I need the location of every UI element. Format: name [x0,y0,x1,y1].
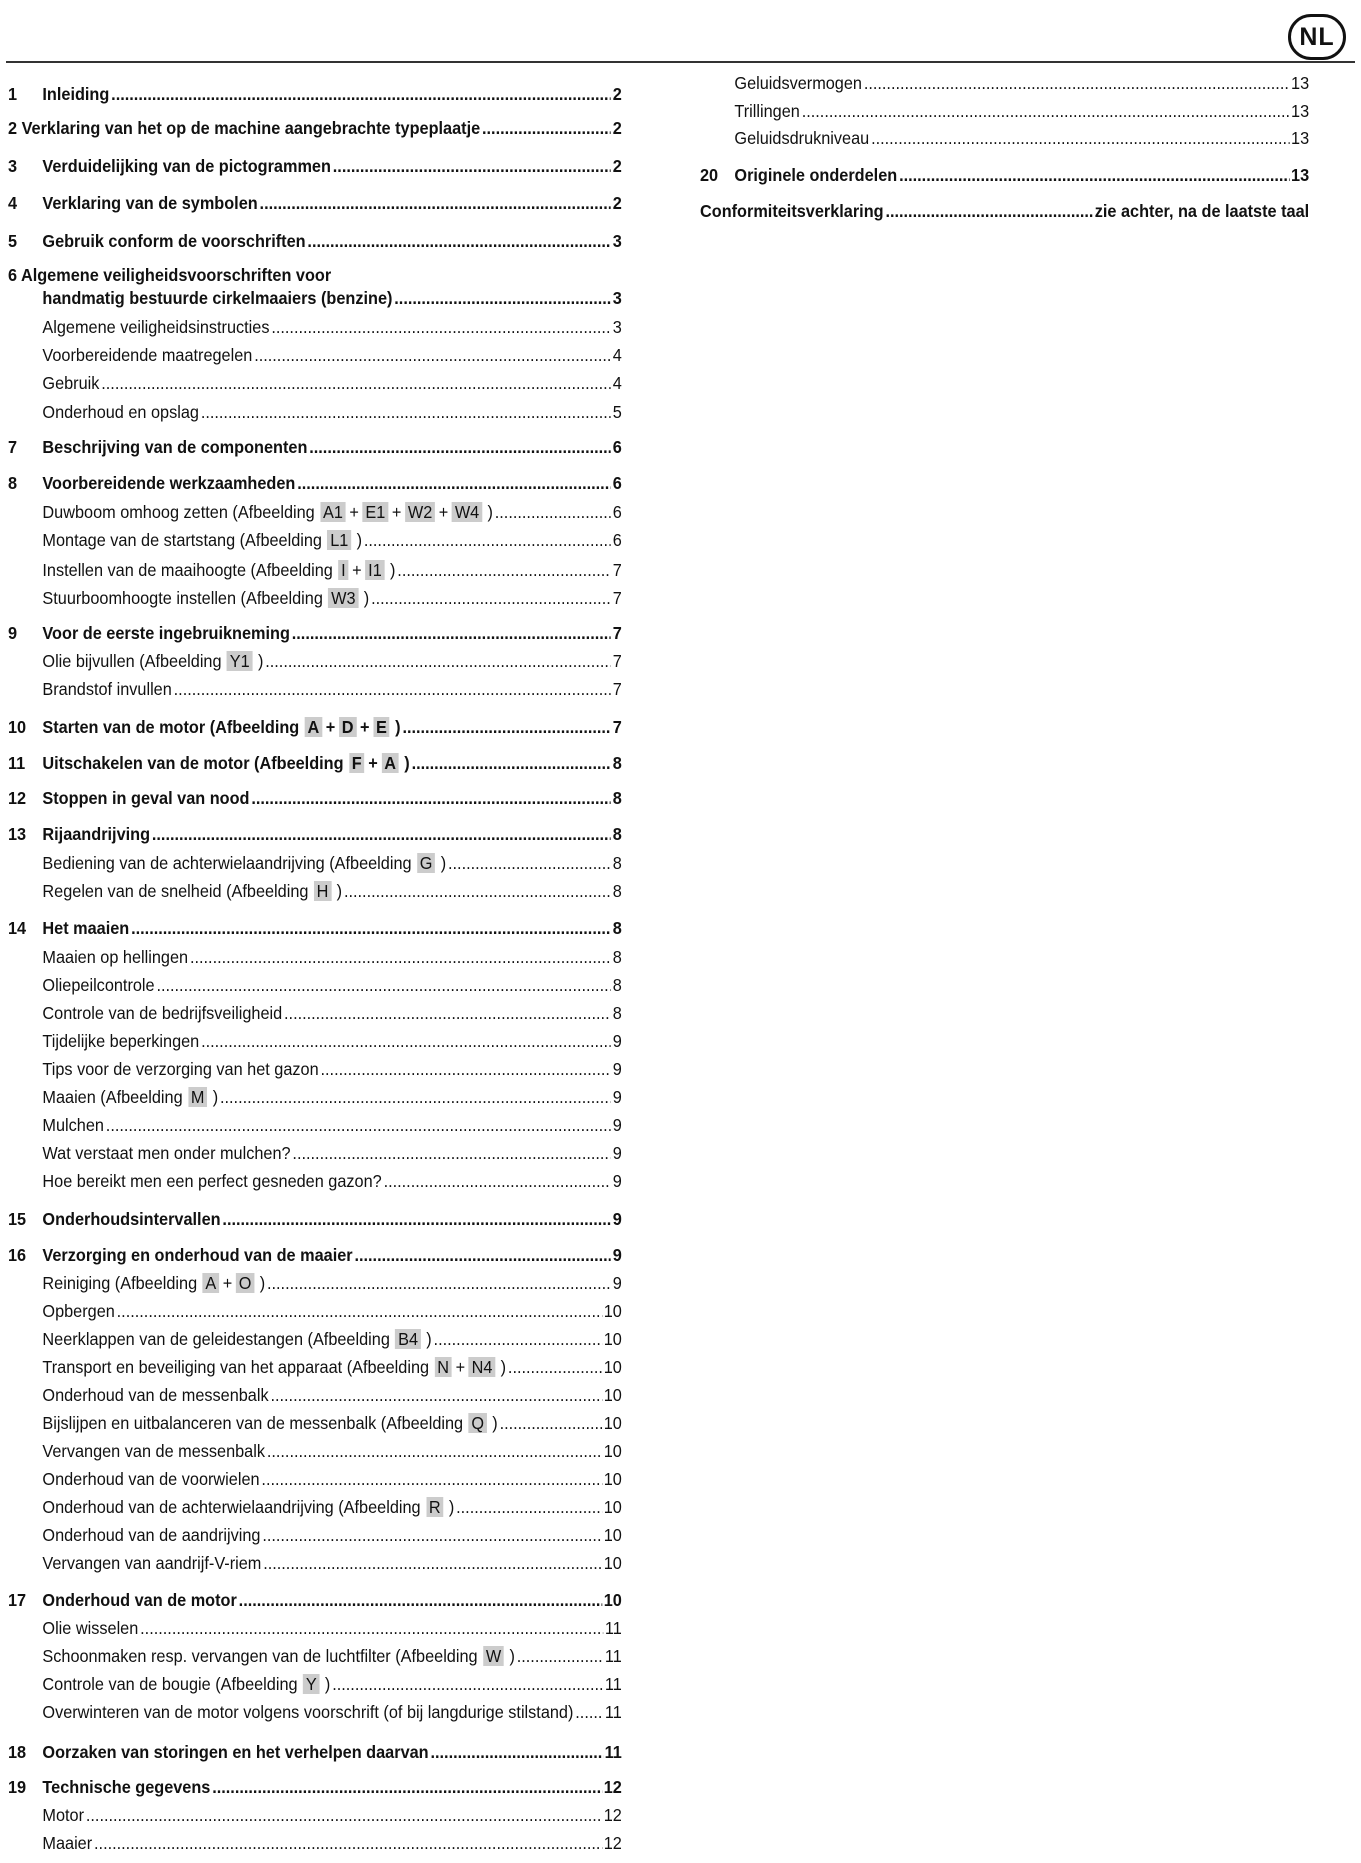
toc-entry-title: Trillingen [734,101,800,121]
toc-page-number: 9 [612,1059,622,1079]
toc-entry-title: Transport en beveiliging van het apparaat (Afbeelding N + N4 ) [42,1357,507,1377]
dot-leader [152,824,611,845]
toc-page-number: 11 [604,1674,622,1694]
toc-page-number: 13 [1291,128,1310,148]
figure-reference: Y1 [227,651,252,671]
dot-leader [261,1469,601,1490]
dot-leader [267,1441,602,1462]
toc-page-number: 6 [612,437,622,457]
toc-entry-title: Olie wisselen [42,1618,139,1638]
dot-leader [156,975,610,996]
dot-leader [412,753,611,774]
toc-chapter-entry[interactable] [8,231,622,257]
dot-leader [307,231,610,252]
toc-section-entry[interactable] [8,1525,622,1551]
toc-entry-title: Verklaring van de symbolen [42,193,258,213]
toc-page-number: 10 [603,1553,622,1573]
toc-entry-title: Voorbereidende maatregelen [42,345,253,365]
dot-leader [222,1209,610,1230]
toc-page-number: 10 [603,1301,622,1321]
dot-leader [111,84,611,105]
toc-entry-title: Oorzaken van storingen en het verhelpen daarvan [42,1742,429,1762]
dot-leader [397,560,611,581]
dot-leader [344,881,611,902]
dot-leader [575,1702,603,1723]
toc-page-number: 3 [612,231,622,251]
toc-page-number: 10 [603,1441,622,1461]
toc-page-number: 9 [612,1143,622,1163]
dot-leader [885,201,1092,222]
toc-entry-title: Tijdelijke beperkingen [42,1031,200,1051]
toc-entry-title: Neerklappen van de geleidestangen (Afbeelding B4 ) [42,1329,432,1349]
dot-leader [871,128,1289,149]
figure-reference: R [426,1497,443,1517]
toc-entry-title: Onderhoud van de achterwielaandrijving (Afbeelding R ) [42,1497,455,1517]
dot-leader [309,437,611,458]
toc-page-number: 4 [612,373,622,393]
toc-entry-title: Stoppen in geval van nood [42,788,250,808]
toc-page-number: 12 [603,1833,622,1853]
dot-leader [267,1273,611,1294]
toc-section-entry[interactable] [8,317,622,343]
toc-entry-title: Conformiteitsverklaring [700,201,884,221]
toc-page-number: 7 [612,679,622,699]
dot-leader [254,345,611,366]
toc-section-entry[interactable] [8,1702,622,1728]
toc-chapter-entry[interactable] [8,717,622,743]
toc-entry-title: Rijaandrijving [42,824,151,844]
toc-entry-title: Geluidsvermogen [734,73,862,93]
toc-chapter-entry[interactable] [8,437,622,463]
toc-section-entry[interactable] [8,1646,622,1672]
toc-section-entry[interactable] [700,73,1309,99]
toc-chapter-entry[interactable] [8,288,622,314]
dot-leader [117,1301,602,1322]
toc-page-number: 8 [612,753,622,773]
toc-page-number: 6 [612,530,622,550]
toc-chapter-entry[interactable] [8,84,622,110]
dot-leader [140,1618,603,1639]
toc-entry-number: 17 [8,1590,27,1610]
toc-section-entry[interactable] [8,1833,622,1859]
toc-section-entry[interactable] [8,679,622,705]
toc-section-entry[interactable] [8,881,622,907]
toc-page-number: 9 [612,1171,622,1191]
toc-chapter-entry[interactable] [8,623,622,649]
toc-page-number: 9 [612,1209,622,1229]
dot-leader [364,530,611,551]
toc-entry-title: Tips voor de verzorging van het gazon [42,1059,319,1079]
toc-entry-title: Brandstof invullen [42,679,172,699]
dot-leader [251,788,611,809]
toc-page-number: 6 [612,473,622,493]
toc-entry-number: 8 [8,473,18,493]
toc-section-entry[interactable] [8,1301,622,1327]
dot-leader [864,73,1289,94]
toc-section-entry[interactable] [8,1805,622,1831]
dot-leader [384,1171,611,1192]
toc-entry-number: 16 [8,1245,27,1265]
dot-leader [239,1590,602,1611]
toc-section-entry[interactable] [8,1003,622,1029]
toc-section-entry[interactable] [8,1115,622,1141]
toc-page-number: 8 [612,788,622,808]
figure-reference: A [305,717,322,737]
figure-reference: G [417,853,435,873]
toc-entry-title: Originele onderdelen [734,165,898,185]
dot-leader [371,588,611,609]
toc-section-entry[interactable] [8,373,622,399]
toc-entry-number: 19 [8,1777,27,1797]
figure-reference: A [381,753,398,773]
toc-page-number: 8 [612,947,622,967]
dot-leader [354,1245,610,1266]
dot-leader [86,1805,602,1826]
dot-leader [434,1329,602,1350]
toc-entry-title: Overwinteren van de motor volgens voorschrift (of bij langdurige stilstand) [42,1702,574,1722]
toc-entry-title: Algemene veiligheidsinstructies [42,317,270,337]
figure-reference: I [338,560,348,580]
toc-entry-title: 2 Verklaring van het op de machine aangebrachte typeplaatje [8,118,481,138]
dot-leader [899,165,1289,186]
toc-chapter-entry[interactable] [8,918,622,944]
toc-entry-title: Bediening van de achterwielaandrijving (Afbeelding G ) [42,853,447,873]
toc-chapter-entry[interactable] [8,1245,622,1271]
toc-entry-title: Gebruik [42,373,100,393]
toc-section-entry[interactable] [8,1385,622,1411]
dot-leader [292,1143,610,1164]
toc-page-number: 9 [612,1115,622,1135]
toc-page-number: 10 [603,1590,622,1610]
toc-section-entry[interactable] [8,1497,622,1523]
toc-chapter-entry[interactable] [8,1209,622,1235]
toc-section-entry[interactable] [8,651,622,677]
toc-entry-number: 20 [700,165,719,185]
toc-entry-number: 3 [8,156,18,176]
toc-entry-title: Vervangen van aandrijf-V-riem [42,1553,262,1573]
figure-reference: M [188,1087,207,1107]
toc-page-number: 10 [603,1357,622,1377]
dot-leader [94,1833,602,1854]
figure-reference: D [339,717,356,737]
toc-entry-title: Verzorging en onderhoud van de maaier [42,1245,353,1265]
toc-entry-number: 12 [8,788,27,808]
toc-entry-title: Olie bijvullen (Afbeelding Y1 ) [42,651,264,671]
dot-leader [201,402,611,423]
dot-leader [271,317,611,338]
toc-entry-title: Uitschakelen van de motor (Afbeelding F + A ) [42,753,410,773]
toc-page-number: 9 [612,1031,622,1051]
dot-leader [430,1742,602,1763]
dot-leader [284,1003,611,1024]
dot-leader [321,1059,611,1080]
figure-reference: E1 [363,502,388,522]
toc-entry-title: Instellen van de maaihoogte (Afbeelding I + I1 ) [42,560,396,580]
dot-leader [448,853,611,874]
figure-reference: I1 [365,560,384,580]
toc-entry-number: 9 [8,623,18,643]
toc-entry-title: Onderhoud van de voorwielen [42,1469,260,1489]
toc-page-number: 13 [1291,165,1310,185]
toc-chapter-entry[interactable] [8,193,622,219]
dot-leader [517,1646,603,1667]
toc-entry-number: 15 [8,1209,27,1229]
toc-entry-number: 5 [8,231,18,251]
toc-page-number: 10 [603,1469,622,1489]
toc-entry-number: 1 [8,84,18,104]
toc-entry-title: Starten van de motor (Afbeelding A + D + E ) [42,717,401,737]
toc-entry-title: Schoonmaken resp. vervangen van de luchtfilter (Afbeelding W ) [42,1646,515,1666]
toc-section-entry[interactable] [8,530,622,556]
toc-entry-title: Maaien (Afbeelding M ) [42,1087,219,1107]
toc-page-number: 11 [604,1618,622,1638]
toc-chapter-entry[interactable] [700,165,1309,191]
toc-entry-title: Gebruik conform de voorschriften [42,231,306,251]
toc-entry-title: Onderhoud van de messenbalk [42,1385,269,1405]
toc-entry-title: handmatig bestuurde cirkelmaaiers (benzine) [42,288,393,308]
toc-chapter-entry[interactable] [8,156,622,182]
toc-page-number: 9 [612,1245,622,1265]
toc-section-entry[interactable] [8,402,622,428]
toc-section-entry[interactable] [8,1674,622,1700]
toc-page-number: 2 [612,118,622,138]
toc-entry-title: Voorbereidende werkzaamheden [42,473,296,493]
toc-section-entry[interactable] [8,1413,622,1439]
toc-page-number: 9 [612,1273,622,1293]
toc-chapter-entry[interactable] [8,824,622,850]
header-rule [6,61,1355,63]
toc-entry-title: Vervangen van de messenbalk [42,1441,265,1461]
toc-entry-title: Onderhoud en opslag [42,402,199,422]
toc-chapter-entry[interactable] [8,1742,622,1768]
toc-entry-title: Motor [42,1805,85,1825]
toc-section-entry[interactable] [8,1087,622,1113]
toc-chapter-entry[interactable] [8,118,622,144]
dot-leader [131,918,611,939]
figure-reference: W [483,1646,504,1666]
toc-section-entry[interactable] [8,1329,622,1355]
figure-reference: A [203,1273,219,1293]
toc-page-number: 7 [612,623,622,643]
toc-section-entry[interactable] [8,1273,622,1299]
toc-entry-title: Inleiding [42,84,110,104]
toc-section-entry[interactable] [700,101,1309,127]
toc-entry-title: Reiniging (Afbeelding A + O ) [42,1273,266,1293]
figure-reference: W4 [452,502,482,522]
toc-page-number: zie achter, na de laatste taal [1094,201,1310,221]
toc-entry-title: Mulchen [42,1115,104,1135]
figure-reference: E [373,717,389,737]
toc-page-number: 7 [612,588,622,608]
toc-entry-title: Controle van de bedrijfsveiligheid [42,1003,283,1023]
toc-page-number: 7 [612,717,622,737]
dot-leader [297,473,611,494]
toc-section-entry[interactable] [8,947,622,973]
toc-entry-title: Hoe bereikt men een perfect gesneden gazon? [42,1171,382,1191]
toc-entry-title: 6 Algemene veiligheidsvoorschriften voor [8,265,332,285]
dot-leader [106,1115,611,1136]
toc-section-entry[interactable] [8,1357,622,1383]
figure-reference: N [435,1357,452,1377]
toc-entry-title: Voor de eerste ingebruikneming [42,623,290,643]
toc-page-number: 13 [1291,73,1310,93]
toc-entry-title: Montage van de startstang (Afbeelding L1 ) [42,530,363,550]
toc-page-number: 2 [612,193,622,213]
figure-reference: O [236,1273,254,1293]
toc-section-entry[interactable] [8,1618,622,1644]
toc-page-number: 8 [612,853,622,873]
dot-leader [495,502,611,523]
toc-section-entry[interactable] [8,502,622,528]
toc-section-entry[interactable] [8,1031,622,1057]
dot-leader [201,1031,611,1052]
dot-leader [402,717,610,738]
toc-page-number: 8 [612,975,622,995]
figure-reference: F [349,753,365,773]
toc-page-number: 11 [604,1702,622,1722]
toc-page-number: 2 [612,84,622,104]
dot-leader [212,1777,602,1798]
toc-entry-title: Controle van de bougie (Afbeelding Y ) [42,1674,331,1694]
toc-chapter-entry[interactable] [8,753,622,779]
toc-page-number: 8 [612,881,622,901]
toc-entry-title: Onderhoud van de motor [42,1590,237,1610]
dot-leader [332,1674,603,1695]
toc-page-number: 11 [604,1742,622,1762]
dot-leader [802,101,1289,122]
toc-page-number: 6 [612,502,622,522]
toc-page-number: 3 [612,288,622,308]
dot-leader [333,156,611,177]
toc-page-number: 12 [603,1805,622,1825]
dot-leader [508,1357,602,1378]
toc-entry-number: 7 [8,437,18,457]
toc-entry-title: Het maaien [42,918,130,938]
dot-leader [265,651,611,672]
toc-section-entry[interactable] [8,1441,622,1467]
toc-page-number: 13 [1291,101,1310,121]
toc-page-number: 3 [612,317,622,337]
toc-chapter-entry[interactable] [8,1777,622,1803]
toc-entry-title: Duwboom omhoog zetten (Afbeelding A1 + E1 + W2 + W4 ) [42,502,493,522]
dot-leader [456,1497,602,1518]
toc-entry-title: Opbergen [42,1301,115,1321]
toc-page-number: 8 [612,918,622,938]
toc-section-entry[interactable] [8,1143,622,1169]
toc-page-number: 7 [612,560,622,580]
toc-section-entry[interactable] [8,1553,622,1579]
toc-section-entry[interactable] [8,1469,622,1495]
figure-reference: A1 [320,502,345,522]
toc-entry-title: Maaien op hellingen [42,947,189,967]
toc-entry-number: 4 [8,193,18,213]
toc-page-number: 4 [612,345,622,365]
toc-entry-title: Stuurboomhoogte instellen (Afbeelding W3 ) [42,588,370,608]
toc-page-number: 10 [603,1329,622,1349]
toc-chapter-entry[interactable] [8,473,622,499]
toc-page-number: 10 [603,1413,622,1433]
toc-section-entry[interactable] [8,1171,622,1197]
toc-entry-title: Regelen van de snelheid (Afbeelding H ) [42,881,343,901]
toc-page-number: 2 [612,156,622,176]
dot-leader [270,1385,601,1406]
dot-leader [482,118,611,139]
language-code: NL [1299,22,1335,51]
toc-page-number: 10 [603,1385,622,1405]
dot-leader [190,947,611,968]
toc-chapter-entry[interactable] [8,1590,622,1616]
toc-entry-number: 18 [8,1742,27,1762]
toc-page-number: 5 [612,402,622,422]
toc-page-number: 8 [612,824,622,844]
toc-entry-number: 10 [8,717,27,737]
figure-reference: B4 [395,1329,420,1349]
dot-leader [262,1525,601,1546]
figure-reference: Y [303,1674,319,1694]
toc-entry-title: Oliepeilcontrole [42,975,155,995]
toc-entry-title: Bijslijpen en uitbalanceren van de messenbalk (Afbeelding Q ) [42,1413,498,1433]
toc-entry-title: Onderhoud van de aandrijving [42,1525,261,1545]
toc-entry-title: Onderhoudsintervallen [42,1209,221,1229]
toc-page-number: 8 [612,1003,622,1023]
figure-reference: H [314,881,331,901]
figure-reference: Q [469,1413,487,1433]
toc-entry-title: Wat verstaat men onder mulchen? [42,1143,291,1163]
toc-page-number: 10 [603,1497,622,1517]
figure-reference: L1 [327,530,351,550]
toc-chapter-entry[interactable] [8,788,622,814]
figure-reference: W3 [328,588,358,608]
toc-page-number: 10 [603,1525,622,1545]
dot-leader [292,623,611,644]
toc-entry-title: Technische gegevens [42,1777,211,1797]
toc-section-entry[interactable] [8,853,622,879]
toc-page-number: 11 [604,1646,622,1666]
dot-leader [260,193,611,214]
toc-chapter-entry[interactable] [700,201,1309,227]
dot-leader [394,288,611,309]
toc-entry-number: 13 [8,824,27,844]
toc-entry-title: Verduidelijking van de pictogrammen [42,156,331,176]
language-badge [1288,14,1346,60]
toc-entry-title: Maaier [42,1833,93,1853]
toc-section-entry[interactable] [700,128,1309,154]
figure-reference: N4 [469,1357,495,1377]
toc-entry-number: 11 [8,753,26,773]
toc-section-entry[interactable] [8,588,622,614]
dot-leader [220,1087,611,1108]
dot-leader [101,373,611,394]
toc-section-entry[interactable] [8,560,622,586]
toc-page-number: 9 [612,1087,622,1107]
dot-leader [174,679,611,700]
dot-leader [500,1413,602,1434]
toc-entry-number: 14 [8,918,27,938]
toc-page-number: 7 [612,651,622,671]
toc-entry-title: Geluidsdrukniveau [734,128,870,148]
dot-leader [263,1553,602,1574]
toc-section-entry[interactable] [8,345,622,371]
toc-section-entry[interactable] [8,1059,622,1085]
figure-reference: W2 [405,502,435,522]
toc-section-entry[interactable] [8,975,622,1001]
toc-page-number: 12 [603,1777,622,1797]
toc-entry-title: Beschrijving van de componenten [42,437,308,457]
